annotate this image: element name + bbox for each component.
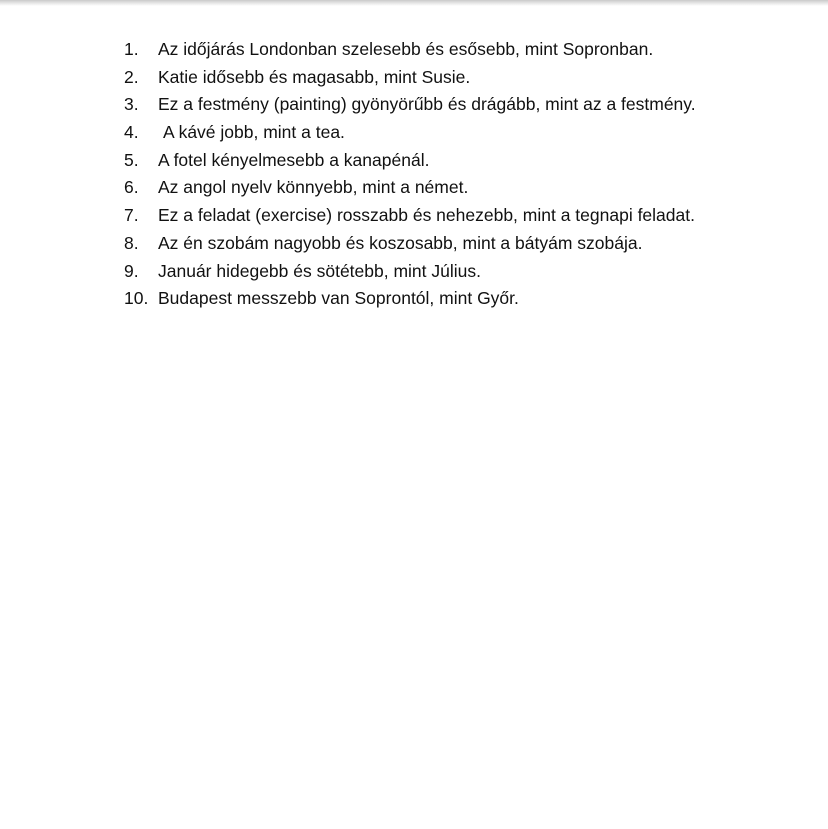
- list-item-number: 8.: [124, 232, 139, 253]
- list-item: [124, 64, 696, 92]
- numbered-sentence-list: [124, 36, 696, 313]
- list-item: [124, 258, 696, 286]
- list-item: [124, 36, 696, 64]
- list-item-text: Január hidegebb és sötétebb, mint Július.: [158, 260, 481, 281]
- list-item-text: A kávé jobb, mint a tea.: [163, 122, 345, 143]
- list-item-text: Az angol nyelv könnyebb, mint a német.: [158, 177, 469, 198]
- list-item: [124, 174, 696, 202]
- list-item-text: Katie idősebb és magasabb, mint Susie.: [158, 66, 471, 87]
- list-item-number: 3.: [124, 94, 139, 115]
- list-item-text: Az időjárás Londonban szelesebb és esősebb, mint Sopronban.: [158, 39, 654, 59]
- list-item-number: 9.: [124, 260, 139, 281]
- list-item-text: Budapest messzebb van Soprontól, mint Győr.: [158, 288, 519, 309]
- list-item-number: 1.: [124, 39, 139, 59]
- list-item: [124, 147, 696, 175]
- list-item: [124, 285, 696, 313]
- list-item-number: 7.: [124, 205, 139, 226]
- list-item-text: Ez a feladat (exercise) rosszabb és nehezebb, mint a tegnapi feladat.: [158, 205, 695, 226]
- list-item: [124, 91, 696, 119]
- list-item-text: Az én szobám nagyobb és koszosabb, mint a bátyám szobája.: [158, 232, 643, 253]
- list-item: [124, 202, 696, 230]
- list-item-number: 6.: [124, 177, 139, 198]
- list-item-number: 2.: [124, 66, 139, 87]
- list-item-number: 5.: [124, 149, 139, 170]
- list-item-number: 10.: [124, 288, 149, 309]
- list-item-text: A fotel kényelmesebb a kanapénál.: [158, 149, 430, 170]
- page-top-edge-shadow: [0, 0, 828, 6]
- list-item-text: Ez a festmény (painting) gyönyörűbb és drágább, mint az a festmény.: [158, 94, 696, 115]
- list-item: [124, 119, 696, 147]
- list-item-number: 4.: [124, 122, 139, 143]
- list-item: [124, 230, 696, 258]
